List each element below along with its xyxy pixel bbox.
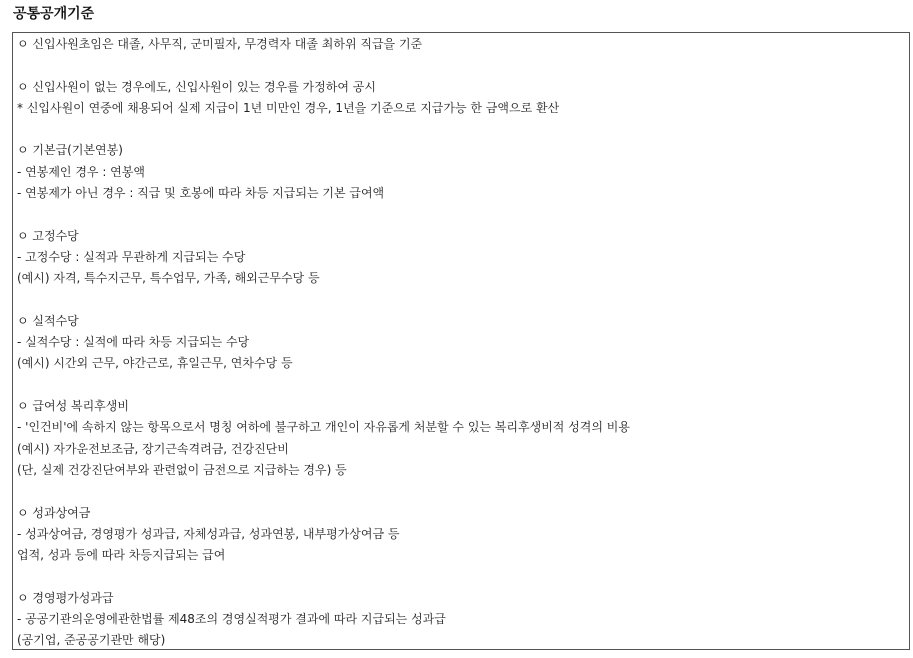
text-line: (단, 실제 건강진단여부와 관련없이 금전으로 지급하는 경우) 등 (17, 462, 347, 477)
blank-line (17, 566, 909, 587)
text-line: - 성과상여금, 경영평가 성과급, 자체성과급, 성과연봉, 내부평가상여금 등 (17, 526, 400, 541)
text-line: - 연봉제인 경우 : 연봉액 (17, 164, 145, 179)
blank-line (17, 290, 909, 311)
text-line: ㅇ 실적수당 (17, 313, 79, 328)
blank-line (17, 204, 909, 225)
text-line: * 신입사원이 연중에 채용되어 실제 지급이 1년 미만인 경우, 1년을 기준으로 지급가능 한 금액으로 환산 (17, 100, 560, 115)
text-line: (공기업, 준공공기관만 해당) (17, 633, 166, 648)
text-line: ㅇ 기본급(기본연봉) (17, 143, 123, 158)
disclosure-criteria-box (12, 32, 910, 650)
page-title: 공통공개기준 (13, 6, 95, 22)
text-line: 업적, 성과 등에 따라 차등지급되는 급여 (17, 548, 226, 563)
text-line: - 공공기관의운영에관한법률 제48조의 경영실적평가 결과에 따라 지급되는 성과급 (17, 612, 446, 627)
text-line: - '인건비'에 속하지 않는 항목으로서 명칭 여하에 불구하고 개인이 자유롭게 처분할 수 있는 복리후생비적 성격의 비용 (17, 420, 630, 435)
text-line: ㅇ 급여성 복리후생비 (17, 399, 129, 414)
text-line: ㅇ 성과상여금 (17, 505, 91, 520)
text-line: - 고정수당 : 실적과 무관하게 지급되는 수당 (17, 249, 246, 264)
text-line: (예시) 자격, 특수지근무, 특수업무, 가족, 해외근무수당 등 (17, 271, 320, 286)
blank-line (17, 119, 909, 140)
text-line: ㅇ 경영평가성과급 (17, 590, 114, 605)
text-line: (예시) 자가운전보조금, 장기근속격려금, 건강진단비 (17, 441, 289, 456)
blank-line (17, 375, 909, 396)
text-line: ㅇ 신입사원이 없는 경우에도, 신입사원이 있는 경우를 가정하여 공시 (17, 79, 376, 94)
blank-line (17, 55, 909, 76)
blank-line (17, 481, 909, 502)
text-line: ㅇ 신입사원초임은 대졸, 사무직, 군미필자, 무경력자 대졸 최하위 직급을 기준 (17, 37, 423, 51)
text-line: (예시) 시간외 근무, 야간근로, 휴일근무, 연차수당 등 (17, 356, 293, 371)
text-line: - 실적수당 : 실적에 따라 차등 지급되는 수당 (17, 335, 250, 350)
text-line: ㅇ 고정수당 (17, 228, 79, 243)
text-line: - 연봉제가 아닌 경우 : 직급 및 호봉에 따라 차등 지급되는 기본 급여액 (17, 186, 385, 201)
